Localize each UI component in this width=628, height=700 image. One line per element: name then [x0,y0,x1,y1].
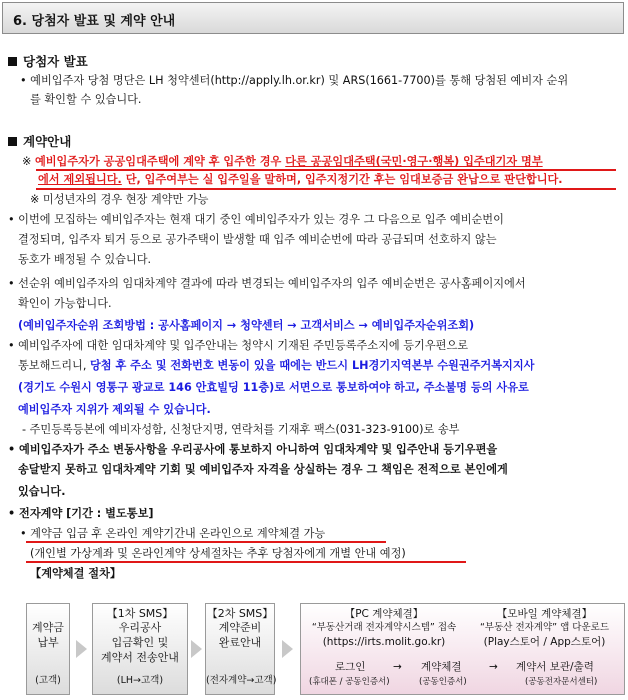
flow-step-deposit: 계약금 납부 (고객) [26,603,70,695]
minor-note: ※ 미성년자의 경우 현장 계약만 가능 [30,193,209,206]
flow-arrow-icon [76,640,87,658]
econtract-line-1: • 계약금 입금 후 온라인 계약기간내 온라인으로 계약체결 가능 [20,527,326,540]
ranking-lookup-method: (예비입주자순위 조회방법 : 공사홈페이지 → 청약센터 → 고객서비스 → 예비입주자순위조회) [18,319,475,332]
flow-step-second-sms: 【2차 SMS】 계약준비 완료안내 (전자계약→고객) [205,603,275,695]
econtract-line-2: (개인별 가상계좌 및 온라인계약 상세절차는 추후 당첨자에게 개별 안내 예정) [30,547,406,560]
announce-line-1: • 예비입주자 당첨 명단은 LH 청약센터(http://apply.lh.or.kr) 및 ARS(1661-7700)를 통해 당첨된 예비자 순위 [20,74,569,87]
section-title-bar [2,2,624,34]
notice-line-2: 에서 제외됩니다. 단, 입주여부는 실 입주일을 말하며, 입주지정기간 후는 임대보증금 완납으로 판단합니다. [38,173,563,186]
para1-line-2: 결정되며, 입주자 퇴거 등으로 공가주택이 발생할 때 입주 예비순번에 따라 공급되며 선호하지 않는 [18,233,497,246]
para1-line-1: • 이번에 모집하는 예비입주자는 현재 대기 중인 예비입주자가 있는 경우 그 다음으로 입주 예비순번이 [8,213,504,226]
para3-line-1: • 예비입주자에 대한 임대차계약 및 입주안내는 청약시 기재된 주민등록주소지에 등기우편으로 [8,339,469,352]
notice-underline-2 [36,188,616,190]
econtract-underline-2 [26,561,466,563]
procedure-heading: 【계약체결 절차】 [30,567,122,580]
announce-line-2: 를 확인할 수 있습니다. [30,93,142,106]
page-title: 6. 당첨자 발표 및 계약 안내 [13,14,176,29]
para4-line-1: • 예비입주자가 주소 변동사항을 우리공사에 통보하지 아니하여 임대차계약 및 입주안내 등기우편을 [8,443,498,456]
contract-heading: 계약안내 [8,132,71,150]
econtract-heading: • 전자계약 [기간 : 별도통보] [8,507,154,520]
announce-heading: 당첨자 발표 [8,52,88,70]
square-bullet-icon [8,137,17,146]
para4-line-3: 있습니다. [18,485,66,498]
mobile-contract-block: 【모바일 계약체결】 “부동산 전자계약” 앱 다운로드 (Play스토어 / App스토어) [479,608,610,648]
square-bullet-icon [8,57,17,66]
flow-step-first-sms: 【1차 SMS】 우리공사 입금확인 및 계약서 전송안내 (LH→고객) [92,603,188,695]
flow-step-contract-signing: 【PC 계약체결】 “부동산거래 전자계약시스템” 접속 (https://irts.molit.go.kr) 【모바일 계약체결】 “부동산 전자계약” 앱 다운로드 (Play스토어 / App스토어) 로그인 → 계약체결 → 계약서 보관/출력 (휴대폰 / 공동인증서) (공동인증서) (공동전자문서센터) [300,603,625,695]
pc-contract-block: 【PC 계약체결】 “부동산거래 전자계약시스템” 접속 (https://irts.molit.go.kr) [311,608,457,648]
econtract-underline-1 [26,541,386,543]
para3-fax-note: - 주민등록등본에 예비자성함, 신청단지명, 연락처를 기재후 팩스(031-323-9100)로 송부 [22,423,460,436]
para2-line-2: 확인이 가능합니다. [18,297,112,310]
para1-line-3: 동호가 배정될 수 있습니다. [18,253,152,266]
flow-arrow-icon [191,640,202,658]
para3-line-4: 예비입주자 지위가 제외될 수 있습니다. [18,403,211,416]
notice-line-1: ※ 예비입주자가 공공임대주택에 계약 후 입주한 경우 다른 공공임대주택(국민·영구·행복) 입주대기자 명부 [22,155,543,168]
flow-arrow-icon [282,640,293,658]
para3-line-3: (경기도 수원시 영통구 광교로 146 안효빌딩 11층)로 서면으로 통보하여야 하고, 주소불명 등의 사유로 [18,381,529,394]
notice-underline-1 [36,169,616,171]
para3-line-2: 통보해드리니, 당첨 후 주소 및 전화번호 변동이 있을 때에는 반드시 LH경기지역본부 수원권주거복지지사 [18,359,535,372]
para2-line-1: • 선순위 예비입주자의 임대차계약 결과에 따라 변경되는 예비입주자의 입주 예비순번은 공사홈페이지에서 [8,277,526,290]
para4-line-2: 송달받지 못하고 임대차계약 기회 및 예비입주자 자격을 상실하는 경우 그 책임은 전적으로 본인에게 [18,463,508,476]
